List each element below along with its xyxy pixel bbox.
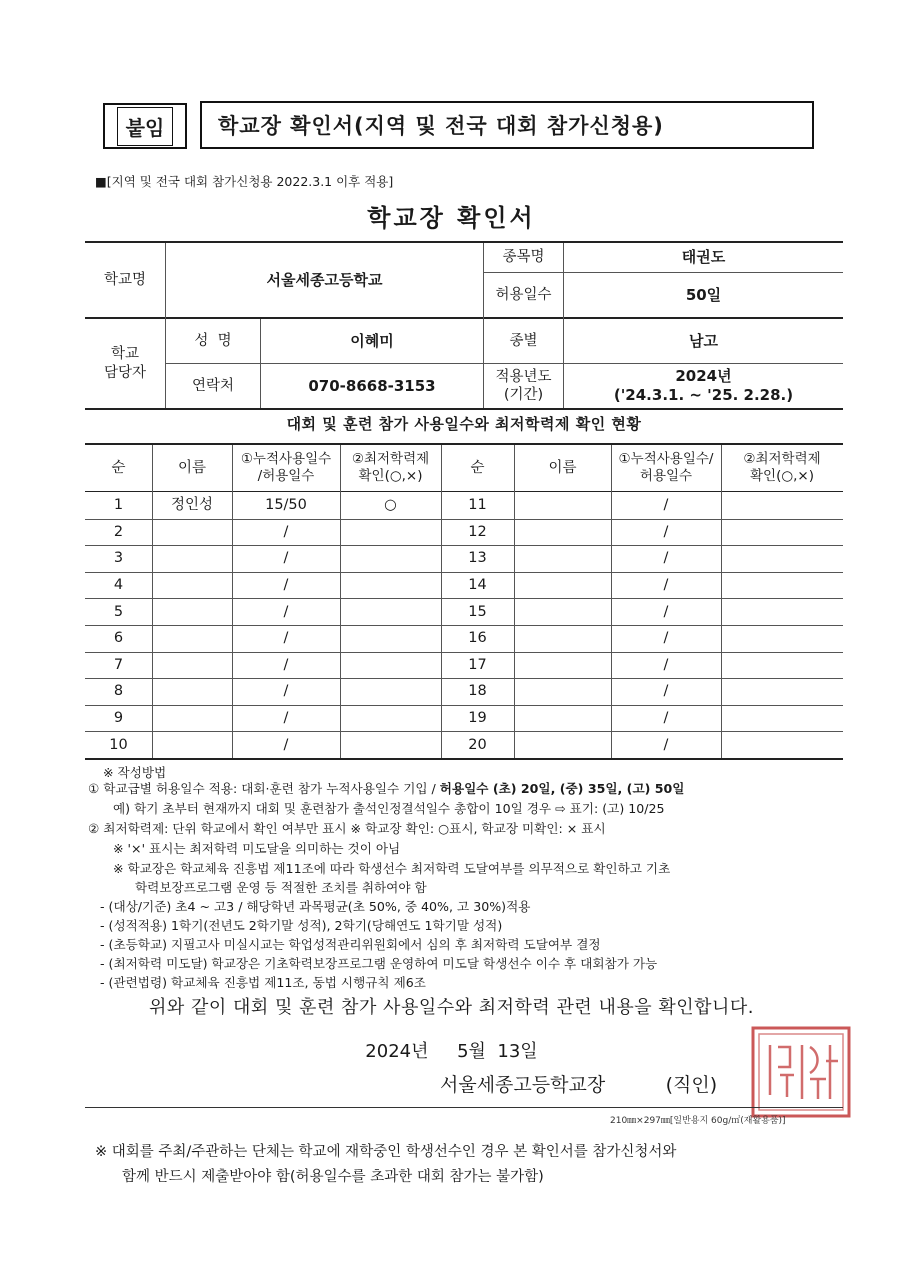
row-academic — [340, 545, 441, 572]
row-academic — [340, 705, 441, 732]
row-days-right: / — [663, 577, 669, 594]
row-name-right — [514, 492, 611, 519]
application-notice: ■[지역 및 전국 대회 참가신청용 2022.3.1 이후 적용] — [95, 174, 394, 189]
row-name — [152, 598, 232, 625]
header-no-right: 순 — [470, 459, 485, 476]
header-days-right: ①누적사용일수/ 허용일수 — [618, 451, 714, 484]
event-label: 종목명 — [502, 249, 545, 266]
school-name-label: 학교명 — [103, 271, 147, 288]
seal-text: (직인) — [665, 1074, 718, 1096]
official-seal-icon — [750, 1025, 852, 1119]
row-no-right: 12 — [468, 523, 487, 540]
row-name: 정인성 — [170, 497, 214, 514]
confirmation-statement: 위와 같이 대회 및 훈련 참가 사용일수와 최저학력 관련 내용을 확인합니다. — [148, 997, 755, 1018]
row-academic-right — [721, 545, 843, 572]
row-name-right — [514, 705, 611, 732]
row-academic-right — [721, 652, 843, 679]
row-days-right: / — [663, 710, 669, 727]
year-value: 2024년 ('24.3.1. ~ '25. 2.28.) — [613, 367, 794, 404]
row-academic — [340, 519, 441, 546]
row-no-right: 13 — [468, 550, 487, 567]
row-no-right: 17 — [468, 656, 487, 673]
row-no: 10 — [109, 736, 128, 753]
row-academic — [340, 625, 441, 652]
row-days: / — [283, 683, 289, 700]
note-3: ※ '×' 표시는 최저학력 미도달을 의미하는 것이 아님 — [113, 841, 401, 856]
row-days-right: / — [663, 630, 669, 647]
footer-note-1: ※ 대회를 주최/주관하는 단체는 학교에 재학중인 학생선수인 경우 본 확인서를 참가신청서와 — [95, 1144, 677, 1160]
row-name-right — [514, 625, 611, 652]
row-academic-right — [721, 598, 843, 625]
manager-name-value: 이혜미 — [350, 331, 394, 350]
row-no: 6 — [113, 630, 124, 647]
row-no: 7 — [113, 656, 124, 673]
row-days: / — [283, 550, 289, 567]
header-academic-right: ②최저학력제 확인(○,×) — [743, 451, 821, 484]
row-no-right: 11 — [468, 497, 487, 514]
row-no-right: 16 — [468, 630, 487, 647]
row-academic-right — [721, 519, 843, 546]
row-no: 5 — [113, 603, 124, 620]
row-days: / — [283, 630, 289, 647]
section-title: 대회 및 훈련 참가 사용일수와 최저학력제 확인 현황 — [286, 415, 642, 433]
manager-name-label: 성 명 — [194, 332, 232, 349]
principal-name: 서울세종고등학교장 (직인) — [440, 1074, 718, 1096]
row-name — [152, 652, 232, 679]
row-days-right: / — [663, 523, 669, 540]
row-no: 8 — [113, 683, 124, 700]
row-no-right: 15 — [468, 603, 487, 620]
signature-rule — [85, 1107, 843, 1108]
row-days: / — [283, 603, 289, 620]
row-name — [152, 572, 232, 599]
row-academic-right — [721, 625, 843, 652]
row-days-right: / — [663, 736, 669, 753]
attachment-tag — [103, 103, 187, 149]
row-days-right: / — [663, 550, 669, 567]
row-academic-right — [721, 492, 843, 519]
row-name-right — [514, 572, 611, 599]
row-name-right — [514, 731, 611, 758]
header-name: 이름 — [177, 459, 206, 476]
row-name — [152, 705, 232, 732]
event-value: 태권도 — [681, 248, 726, 267]
row-name — [152, 519, 232, 546]
row-academic — [340, 678, 441, 705]
footer-note-2: 함께 반드시 제출받아야 함(허용일수를 초과한 대회 참가는 불가함) — [122, 1169, 544, 1185]
header-title: 학교장 확인서(지역 및 전국 대회 참가신청용) — [200, 101, 814, 149]
row-days-right: / — [663, 683, 669, 700]
note-5: - (대상/기준) 초4 ~ 고3 / 해당학년 과목평균(초 50%, 중 40%, 고 30%)적용 — [100, 899, 531, 914]
row-academic — [340, 731, 441, 758]
header-no: 순 — [111, 459, 126, 476]
row-no-right: 18 — [468, 683, 487, 700]
row-no-right: 14 — [468, 577, 487, 594]
row-name — [152, 545, 232, 572]
row-no: 1 — [113, 497, 124, 514]
row-no-right: 20 — [468, 736, 487, 753]
note-9: - (관련법령) 학교체육 진흥법 제11조, 동법 시행규칙 제6조 — [100, 975, 426, 990]
row-name-right — [514, 598, 611, 625]
row-name-right — [514, 652, 611, 679]
contact-value: 070-8668-3153 — [308, 376, 436, 395]
row-name-right — [514, 678, 611, 705]
row-name — [152, 678, 232, 705]
row-name — [152, 731, 232, 758]
row-no: 3 — [113, 550, 124, 567]
allowed-days-value: 50일 — [685, 285, 722, 304]
row-no: 2 — [113, 523, 124, 540]
row-academic-right — [721, 678, 843, 705]
row-days: / — [283, 710, 289, 727]
notes-heading: ※ 작성방법 — [103, 765, 167, 780]
row-academic — [340, 652, 441, 679]
row-days: / — [283, 656, 289, 673]
note-4: ※ 학교장은 학교체육 진흥법 제11조에 따라 학생선수 최저학력 도달여부를 의무적으로 확인하고 기초 — [113, 861, 671, 876]
note-8: - (최저학력 미도달) 학교장은 기초학력보장프로그램 운영하여 미도달 학생선수 이수 후 대회참가 가능 — [100, 956, 658, 971]
contact-label: 연락처 — [191, 377, 235, 394]
category-label: 종별 — [509, 332, 538, 349]
row-academic: ○ — [384, 497, 397, 514]
row-days-right: / — [663, 497, 669, 514]
note-4-cont: 학력보장프로그램 운영 등 적절한 조치를 취하여야 함 — [135, 880, 427, 895]
note-7: - (초등학교) 지필고사 미실시교는 학업성적관리위원회에서 심의 후 최저학력 도달여부 결정 — [100, 937, 601, 952]
row-days-right: / — [663, 656, 669, 673]
allowed-days-label: 허용일수 — [495, 286, 552, 303]
row-academic — [340, 598, 441, 625]
row-no-right: 19 — [468, 710, 487, 727]
note-2: ② 최저학력제: 단위 학교에서 확인 여부만 표시 ※ 학교장 확인: ○표시, 학교장 미확인: × 표시 — [88, 821, 606, 836]
school-name-value: 서울세종고등학교 — [266, 270, 383, 289]
year-label: 적용년도 (기간) — [495, 368, 552, 403]
header-academic: ②최저학력제 확인(○,×) — [351, 451, 430, 484]
row-no: 9 — [113, 710, 124, 727]
header-days: ①누적사용일수 /허용일수 — [240, 451, 332, 484]
row-days: / — [283, 577, 289, 594]
row-academic-right — [721, 572, 843, 599]
row-days: / — [283, 736, 289, 753]
row-name-right — [514, 519, 611, 546]
note-1-example: 예) 학기 초부터 현재까지 대회 및 훈련참가 출석인정결석일수 총합이 10일 경우 ⇨ 표기: (고) 10/25 — [113, 801, 665, 816]
paper-spec: 210㎜×297㎜[일반용지 60g/㎡(재활용품)] — [610, 1116, 786, 1126]
row-name-right — [514, 545, 611, 572]
document-title: 학교장 확인서 — [367, 204, 536, 232]
note-6: - (성적적용) 1학기(전년도 2학기말 성적), 2학기(당해연도 1학기말 성적) — [100, 918, 503, 933]
row-days-right: / — [663, 603, 669, 620]
issue-date: 2024년 5월 13일 — [365, 1041, 538, 1062]
row-no: 4 — [113, 577, 124, 594]
note-1: ① 학교급별 허용일수 적용: 대회·훈련 참가 누적사용일수 기입 / 허용일수 (초) 20일, (중) 35일, (고) 50일 — [88, 781, 685, 796]
row-days: 15/50 — [265, 497, 307, 514]
attachment-tag-label: 붙임 — [117, 107, 174, 146]
row-academic-right — [721, 705, 843, 732]
header-name-right: 이름 — [548, 459, 577, 476]
category-value: 남고 — [689, 331, 718, 350]
row-days: / — [283, 523, 289, 540]
row-academic — [340, 572, 441, 599]
row-name — [152, 625, 232, 652]
manager-label: 학교 담당자 — [103, 346, 147, 381]
row-academic-right — [721, 731, 843, 758]
